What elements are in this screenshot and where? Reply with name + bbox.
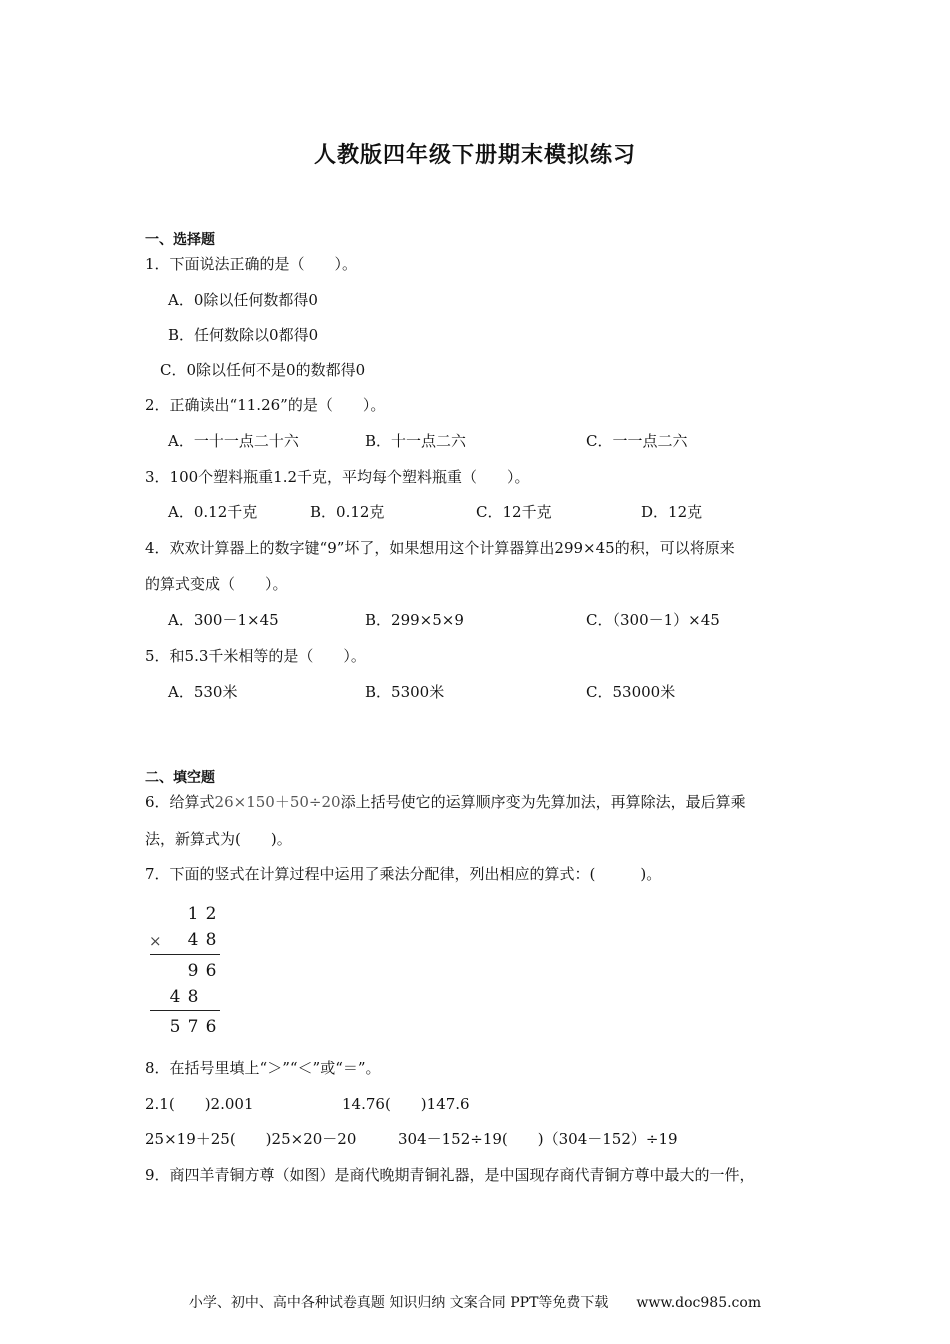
section-heading-choice: 一、选择题 <box>145 232 215 248</box>
times-sign: × <box>149 932 162 950</box>
question-8-item-2: 14.76( )147.6 <box>342 1095 470 1113</box>
footer-text: 小学、初中、高中各种试卷真题 知识归纳 文案合同 PPT等免费下载 www.doc985.com <box>188 1295 762 1311</box>
question-2-option-b: B．十一点二六 <box>365 432 467 450</box>
digit: 4 <box>187 930 199 950</box>
question-8-stem: 8．在括号里填上“＞”“＜”或“＝”。 <box>145 1059 381 1077</box>
digit: 6 <box>205 1017 217 1037</box>
digit: 5 <box>169 1017 181 1037</box>
question-2-option-a: A．一十一点二十六 <box>168 432 299 450</box>
digit: 8 <box>205 930 217 950</box>
question-3-stem: 3．100个塑料瓶重1.2千克，平均每个塑料瓶重（ ）。 <box>145 468 530 486</box>
question-4-option-a: A．300－1×45 <box>168 611 279 629</box>
digit: 9 <box>187 961 199 981</box>
question-6-suffix: 添上括号使它的运算顺序变为先算加法，再算除法，最后算乘 <box>340 793 746 811</box>
question-5-stem: 5．和5.3千米相等的是（ ）。 <box>145 647 366 665</box>
question-6-expression: 26×150＋50÷20 <box>214 793 341 811</box>
digit: 2 <box>205 904 217 924</box>
question-4-option-c: C．（300－1）×45 <box>586 611 720 629</box>
digit: 8 <box>187 987 199 1007</box>
question-4-stem-line1: 4．欢欢计算器上的数字键“9”坏了，如果想用这个计算器算出299×45的积，可以将原来 <box>145 539 735 557</box>
digit: 6 <box>205 961 217 981</box>
question-6-prefix: 6．给算式 <box>145 793 215 811</box>
question-2-stem: 2．正确读出“11.26”的是（ ）。 <box>145 396 386 414</box>
page-title: 人教版四年级下册期末模拟练习 <box>313 142 636 168</box>
question-6-line1 <box>145 791 746 812</box>
question-9-stem: 9．商四羊青铜方尊（如图）是商代晚期青铜礼器，是中国现存商代青铜方尊中最大的一件， <box>145 1166 755 1184</box>
question-3-option-b: B．0.12克 <box>310 503 385 521</box>
question-8-item-1: 2.1( )2.001 <box>145 1095 254 1113</box>
question-3-option-a: A．0.12千克 <box>168 503 258 521</box>
digit: 4 <box>169 987 181 1007</box>
question-5-option-c: C．53000米 <box>586 683 676 701</box>
question-1-option-a: A．0除以任何数都得0 <box>168 291 318 309</box>
question-1-option-c: C．0除以任何不是0的数都得0 <box>160 361 366 379</box>
question-4-stem-line2: 的算式变成（ ）。 <box>145 575 288 593</box>
question-3-option-c: C．12千克 <box>476 503 552 521</box>
question-4-option-b: B．299×5×9 <box>365 611 464 629</box>
section-heading-fill: 二、填空题 <box>145 770 215 786</box>
question-5-option-b: B．5300米 <box>365 683 445 701</box>
question-6-line2: 法，新算式为( )。 <box>145 830 292 848</box>
question-8-item-3: 25×19＋25( )25×20－20 <box>145 1130 357 1148</box>
question-5-option-a: A．530米 <box>168 683 238 701</box>
question-7-stem: 7．下面的竖式在计算过程中运用了乘法分配律，列出相应的算式：( )。 <box>145 865 662 883</box>
divider-line <box>150 1010 220 1011</box>
question-1-option-b: B．任何数除以0都得0 <box>168 326 319 344</box>
digit: 7 <box>187 1017 199 1037</box>
question-8-item-4: 304－152÷19( )（304－152）÷19 <box>398 1130 678 1148</box>
question-1-stem: 1．下面说法正确的是（ ）。 <box>145 255 358 273</box>
question-3-option-d: D．12克 <box>641 503 703 521</box>
question-2-option-c: C．一一点二六 <box>586 432 688 450</box>
divider-line <box>150 954 220 955</box>
digit: 1 <box>187 904 199 924</box>
